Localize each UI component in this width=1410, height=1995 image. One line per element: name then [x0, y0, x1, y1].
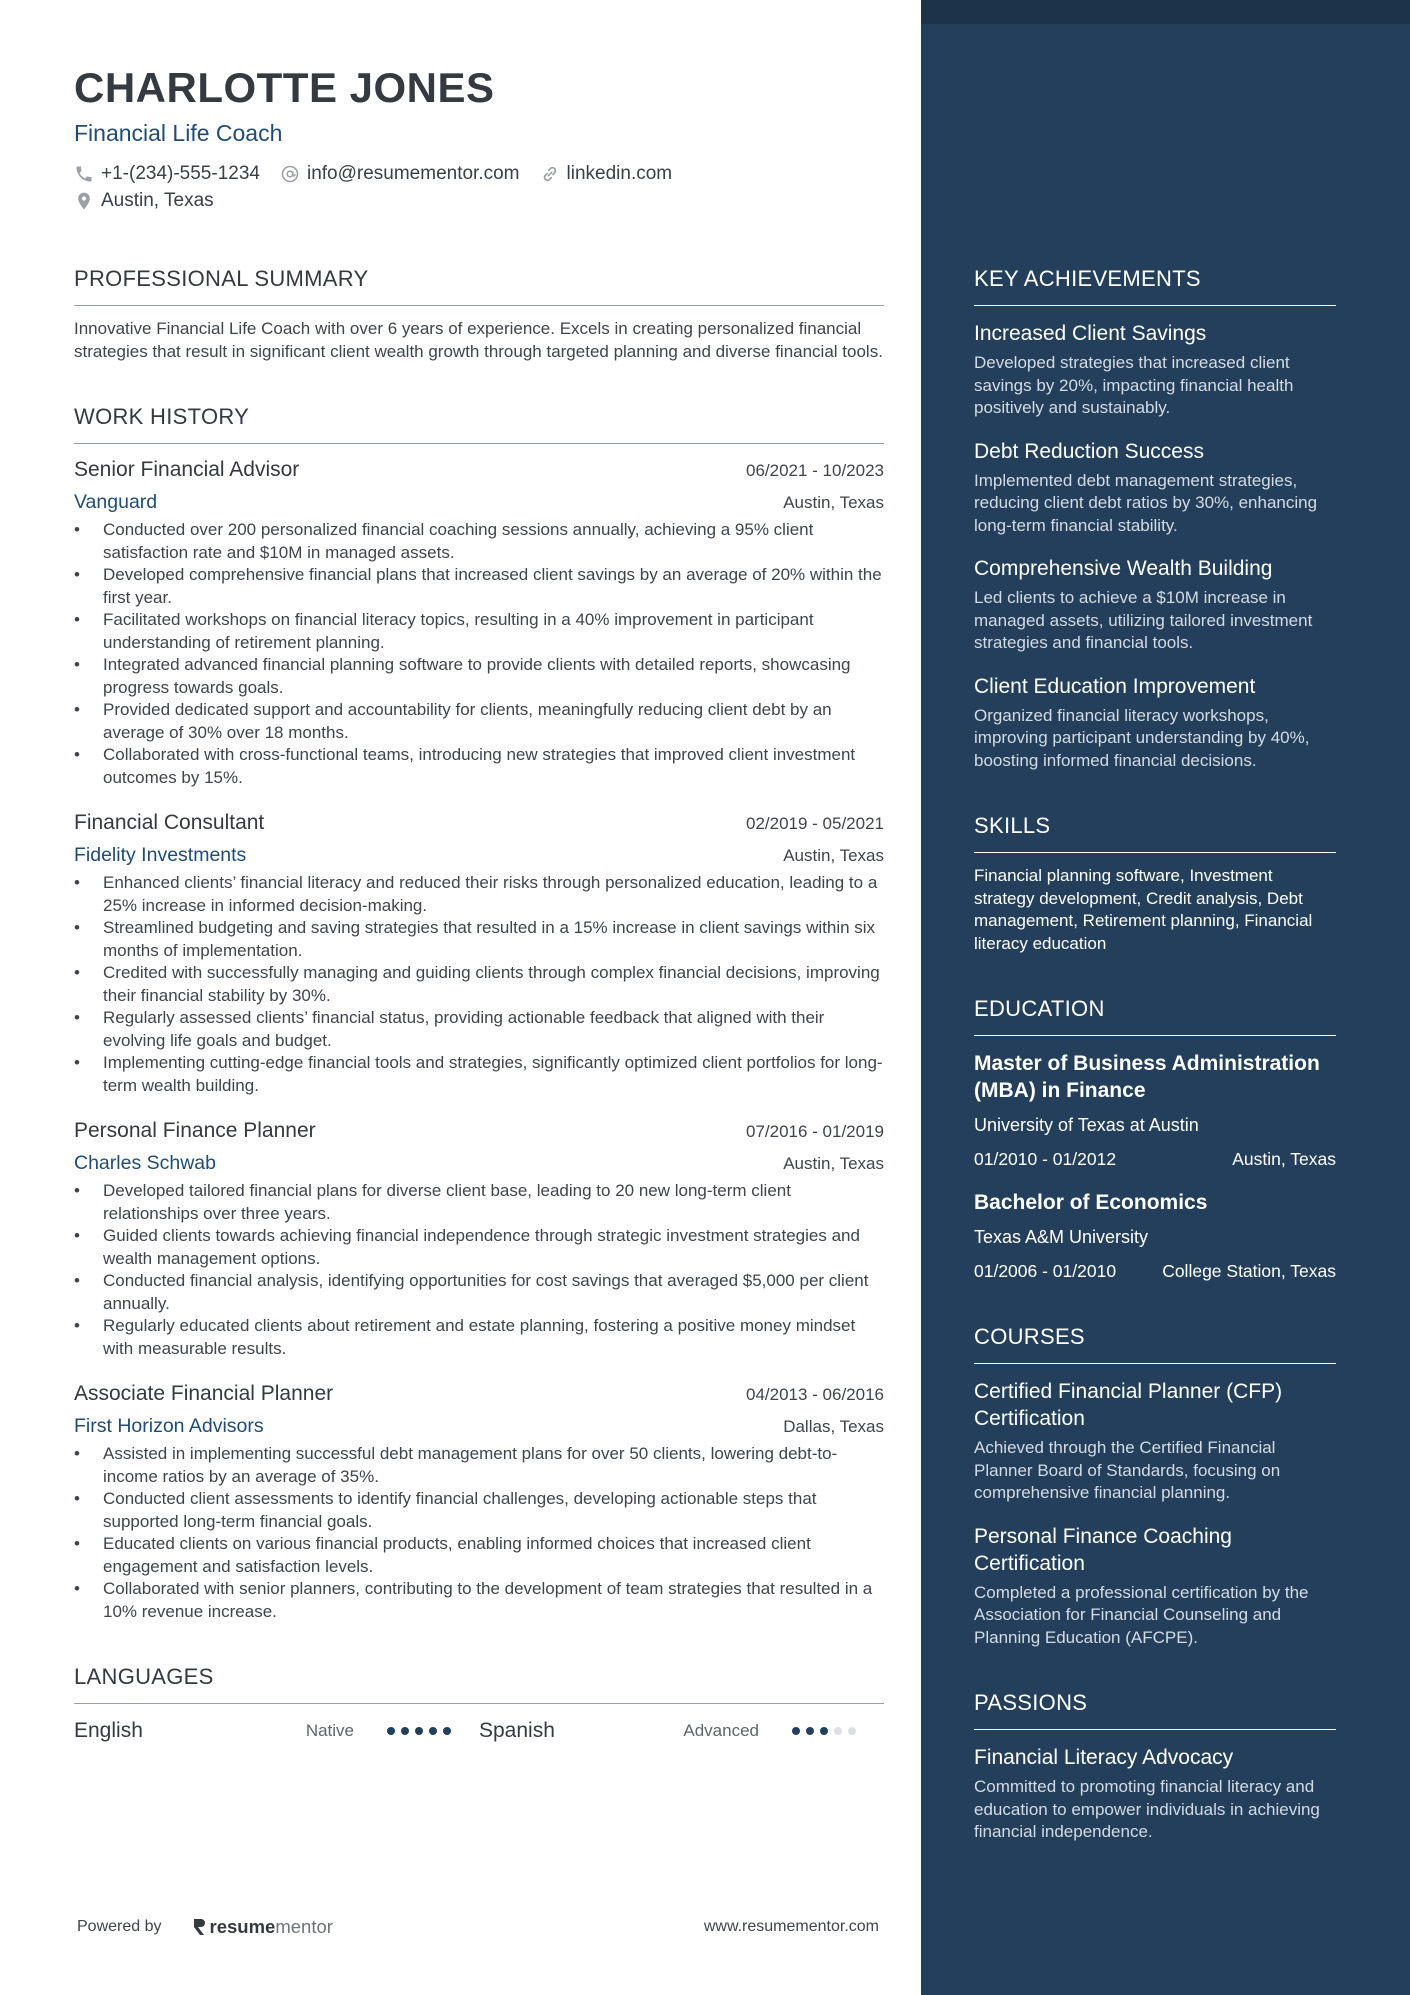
language-name: Spanish: [479, 1719, 555, 1742]
courses-item: [974, 1378, 1336, 1505]
achievements-section: [974, 265, 1336, 772]
job-dates: 07/2016 - 01/2019: [745, 1122, 884, 1141]
language-level: Native: [305, 1721, 354, 1740]
job-bullet: • Developed tailored financial plans for diverse client base, leading to 20 new long-term client relationships over three years.: [74, 1180, 884, 1225]
achievements-item-text: Led clients to achieve a $10M increase in managed assets, utilizing tailored investment strategies and financial tools.: [974, 588, 1313, 652]
language-rating: [387, 1727, 457, 1735]
job-bullet: • Implementing cutting-edge financial tools and strategies, significantly optimized client portfolios for long-term wealth building.: [74, 1052, 884, 1097]
job-bullet: • Collaborated with cross-functional teams, introducing new strategies that improved client investment outcomes by 15%.: [74, 744, 884, 789]
job-company: Vanguard: [74, 491, 158, 513]
language-rating: [792, 1727, 862, 1735]
language-item: [74, 1719, 479, 1743]
job-bullets: [74, 519, 884, 789]
passions-heading: PASSIONS: [974, 1689, 1336, 1730]
achievements-item-title: Client Education Improvement: [974, 674, 1256, 698]
job-entry: [74, 1380, 884, 1623]
passions-item-text: Committed to promoting financial literacy and education to empower individuals in achieving financial independence.: [974, 1777, 1320, 1841]
passions-item: [974, 1744, 1336, 1844]
passions-item-title: Financial Literacy Advocacy: [974, 1746, 1234, 1769]
job-dates: 06/2021 - 10/2023: [745, 461, 884, 480]
job-entry: [74, 456, 884, 789]
job-title: Associate Financial Planner: [74, 1382, 334, 1405]
footer-url[interactable]: www.resumementor.com: [703, 1918, 879, 1935]
education-degree: Bachelor of Economics: [974, 1191, 1208, 1214]
brand-mark-icon: [192, 1918, 206, 1936]
work-history-section: [74, 403, 884, 1623]
skills-section: [974, 812, 1336, 955]
summary-section: [74, 265, 884, 363]
powered-by-label: Powered by: [77, 1918, 162, 1935]
education-dates: 01/2006 - 01/2010: [974, 1261, 1117, 1281]
rating-dot-filled: [820, 1727, 828, 1735]
job-dates: 04/2013 - 06/2016: [745, 1385, 884, 1404]
job-title: Personal Finance Planner: [74, 1119, 316, 1142]
job-subheader: [74, 489, 884, 515]
achievements-item: [974, 673, 1336, 773]
achievements-item-text: Organized financial literacy workshops, improving participant understanding by 40%, boosting informed financial decisions.: [974, 705, 1310, 770]
achievements-heading: KEY ACHIEVEMENTS: [974, 265, 1336, 306]
job-header: [74, 809, 884, 837]
job-bullet: • Credited with successfully managing and guiding clients through complex financial decisions, improving their financial stability by 30%.: [74, 962, 884, 1007]
candidate-name: CHARLOTTE JONES: [74, 64, 495, 111]
education-section: [974, 995, 1336, 1283]
linkedin-text: linkedin.com: [566, 163, 673, 184]
courses-section: [974, 1323, 1336, 1649]
job-bullet: • Streamlined budgeting and saving strategies that resulted in a 15% increase in client savings within six months of implementation.: [74, 917, 884, 962]
job-subheader: [74, 1413, 884, 1439]
brand-logo[interactable]: [192, 1916, 333, 1938]
sidebar-column: [974, 265, 1336, 1844]
rating-dot-filled: [443, 1727, 451, 1735]
summary-heading: PROFESSIONAL SUMMARY: [74, 265, 884, 306]
phone-text: +1-(234)-555-1234: [101, 163, 260, 184]
rating-dot-filled: [429, 1727, 437, 1735]
education-meta: [974, 1260, 1336, 1283]
job-subheader: [74, 842, 884, 868]
footer: [77, 1916, 879, 1938]
language-item: [479, 1719, 884, 1743]
achievements-item-text: Implemented debt management strategies, reducing client debt ratios by 30%, enhancing long-term financial stability.: [974, 470, 1318, 535]
achievements-item-title: Comprehensive Wealth Building: [974, 557, 1273, 580]
location-text: Austin, Texas: [101, 190, 214, 211]
achievements-item-text: Developed strategies that increased client savings by 20%, impacting financial health positively and sustainably.: [974, 353, 1294, 417]
education-school: University of Texas at Austin: [974, 1115, 1199, 1135]
job-bullet: • Facilitated workshops on financial literacy topics, resulting in a 40% improvement in participant understanding of retirement planning.: [74, 609, 884, 654]
languages-row: [74, 1716, 884, 1746]
achievements-list: [974, 320, 1336, 772]
education-dates: 01/2010 - 01/2012: [974, 1149, 1117, 1169]
achievements-item-title: Increased Client Savings: [974, 322, 1207, 345]
job-title: Senior Financial Advisor: [74, 458, 300, 481]
education-heading: EDUCATION: [974, 995, 1336, 1036]
job-bullet: • Conducted financial analysis, identifying opportunities for cost savings that averaged $5,000 per client annually.: [74, 1270, 884, 1315]
job-bullets: [74, 1443, 884, 1623]
at-sign-icon: [280, 164, 300, 184]
job-bullet: • Conducted client assessments to identify financial challenges, developing actionable steps that supported long-term financial goals.: [74, 1488, 884, 1533]
job-bullet: • Guided clients towards achieving financial independence through strategic investment strategies and wealth management options.: [74, 1225, 884, 1270]
sidebar-top-band: [921, 0, 1410, 24]
contact-location: [74, 189, 214, 213]
rating-dot-filled: [792, 1727, 800, 1735]
courses-heading: COURSES: [974, 1323, 1336, 1364]
job-bullet: • Assisted in implementing successful debt management plans for over 50 clients, lowering debt-to-income ratios by an average of 35%.: [74, 1443, 884, 1488]
skills-heading: SKILLS: [974, 812, 1336, 853]
job-header: [74, 1380, 884, 1408]
email-text: info@resumementor.com: [306, 163, 520, 184]
languages-heading: LANGUAGES: [74, 1663, 884, 1704]
rating-dot-filled: [806, 1727, 814, 1735]
job-subheader: [74, 1150, 884, 1176]
job-company: Fidelity Investments: [74, 844, 247, 866]
language-name: English: [74, 1719, 143, 1742]
powered-by: [77, 1916, 333, 1938]
achievements-item: [974, 438, 1336, 538]
jobs-list: [74, 456, 884, 1623]
location-pin-icon: [74, 191, 94, 211]
rating-dot-filled: [387, 1727, 395, 1735]
job-dates: 02/2019 - 05/2021: [745, 814, 884, 833]
courses-item: [974, 1523, 1336, 1650]
courses-item-text: Achieved through the Certified Financial Planner Board of Standards, focusing on comprehensive financial planning.: [974, 1438, 1281, 1502]
job-header: [74, 1117, 884, 1145]
courses-list: [974, 1378, 1336, 1649]
skills-text: Financial planning software, Investment strategy development, Credit analysis, Debt management, Retirement planning, Financial literacy education: [974, 866, 1313, 953]
job-bullet: • Developed comprehensive financial plans that increased client savings by an average of 20% within the first year.: [74, 564, 884, 609]
job-bullet: • Provided dedicated support and accountability for clients, meaningfully reducing client debt by an average of 30% over 18 months.: [74, 699, 884, 744]
job-bullet: • Enhanced clients’ financial literacy and reduced their risks through personalized education, leading to a 25% increase in informed decision-making.: [74, 872, 884, 917]
job-bullet: • Collaborated with senior planners, contributing to the development of team strategies that resulted in a 10% revenue increase.: [74, 1578, 884, 1623]
education-item: [974, 1050, 1336, 1171]
education-school: Texas A&M University: [974, 1227, 1149, 1247]
job-company: Charles Schwab: [74, 1152, 216, 1174]
job-location: Austin, Texas: [783, 1154, 884, 1173]
summary-text: Innovative Financial Life Coach with over 6 years of experience. Excels in creating personalized financial strategies that result in significant client wealth growth through targeted planning and diverse financial tools.: [74, 319, 883, 361]
education-location: College Station, Texas: [1162, 1261, 1336, 1281]
job-bullet: • Conducted over 200 personalized financial coaching sessions annually, achieving a 95% client satisfaction rate and $10M in managed assets.: [74, 519, 884, 564]
candidate-title: Financial Life Coach: [74, 120, 283, 146]
job-location: Austin, Texas: [783, 846, 884, 865]
job-title: Financial Consultant: [74, 811, 265, 834]
education-item: [974, 1189, 1336, 1283]
job-bullet: • Educated clients on various financial products, enabling informed choices that increased client engagement and satisfaction levels.: [74, 1533, 884, 1578]
contact-row: [74, 162, 884, 186]
language-level: Advanced: [683, 1721, 759, 1740]
rating-dot-filled: [401, 1727, 409, 1735]
job-entry: [74, 1117, 884, 1360]
contact-email[interactable]: [280, 162, 520, 186]
link-icon: [540, 164, 560, 184]
job-bullet: • Regularly educated clients about retirement and estate planning, fostering a positive money mindset with measurable results.: [74, 1315, 884, 1360]
work-history-heading: WORK HISTORY: [74, 403, 884, 444]
rating-dot-filled: [415, 1727, 423, 1735]
courses-item-title: Personal Finance Coaching Certification: [974, 1524, 1232, 1575]
education-location: Austin, Texas: [1232, 1149, 1336, 1169]
job-company: First Horizon Advisors: [74, 1415, 264, 1437]
brand-name-strong: resume: [209, 1916, 276, 1937]
job-location: Dallas, Texas: [783, 1417, 884, 1436]
job-header: [74, 456, 884, 484]
job-entry: [74, 809, 884, 1097]
education-list: [974, 1050, 1336, 1283]
passions-section: [974, 1689, 1336, 1844]
main-column: [74, 60, 884, 1746]
phone-icon: [74, 164, 94, 184]
job-bullets: [74, 1180, 884, 1360]
achievements-item-title: Debt Reduction Success: [974, 439, 1204, 463]
contact-phone[interactable]: [74, 162, 260, 186]
courses-item-text: Completed a professional certification by the Association for Financial Counseling and Planning Education (AFCPE).: [974, 1582, 1309, 1647]
rating-dot-empty: [834, 1727, 842, 1735]
passions-list: [974, 1744, 1336, 1844]
rating-dot-empty: [848, 1727, 856, 1735]
job-bullets: [74, 872, 884, 1097]
achievements-item: [974, 555, 1336, 655]
contact-linkedin[interactable]: [540, 162, 673, 186]
achievements-item: [974, 320, 1336, 420]
brand-name-light: mentor: [275, 1916, 333, 1937]
languages-section: [74, 1663, 884, 1746]
job-bullet: • Regularly assessed clients’ financial status, providing actionable feedback that aligned with their evolving life goals and budget.: [74, 1007, 884, 1052]
contact-row-location: [74, 189, 884, 213]
education-degree: Master of Business Administration (MBA) in Finance: [974, 1052, 1320, 1102]
courses-item-title: Certified Financial Planner (CFP) Certification: [974, 1380, 1283, 1430]
job-bullet: • Integrated advanced financial planning software to provide clients with detailed reports, showcasing progress towards goals.: [74, 654, 884, 699]
education-meta: [974, 1148, 1336, 1171]
job-location: Austin, Texas: [783, 493, 884, 512]
